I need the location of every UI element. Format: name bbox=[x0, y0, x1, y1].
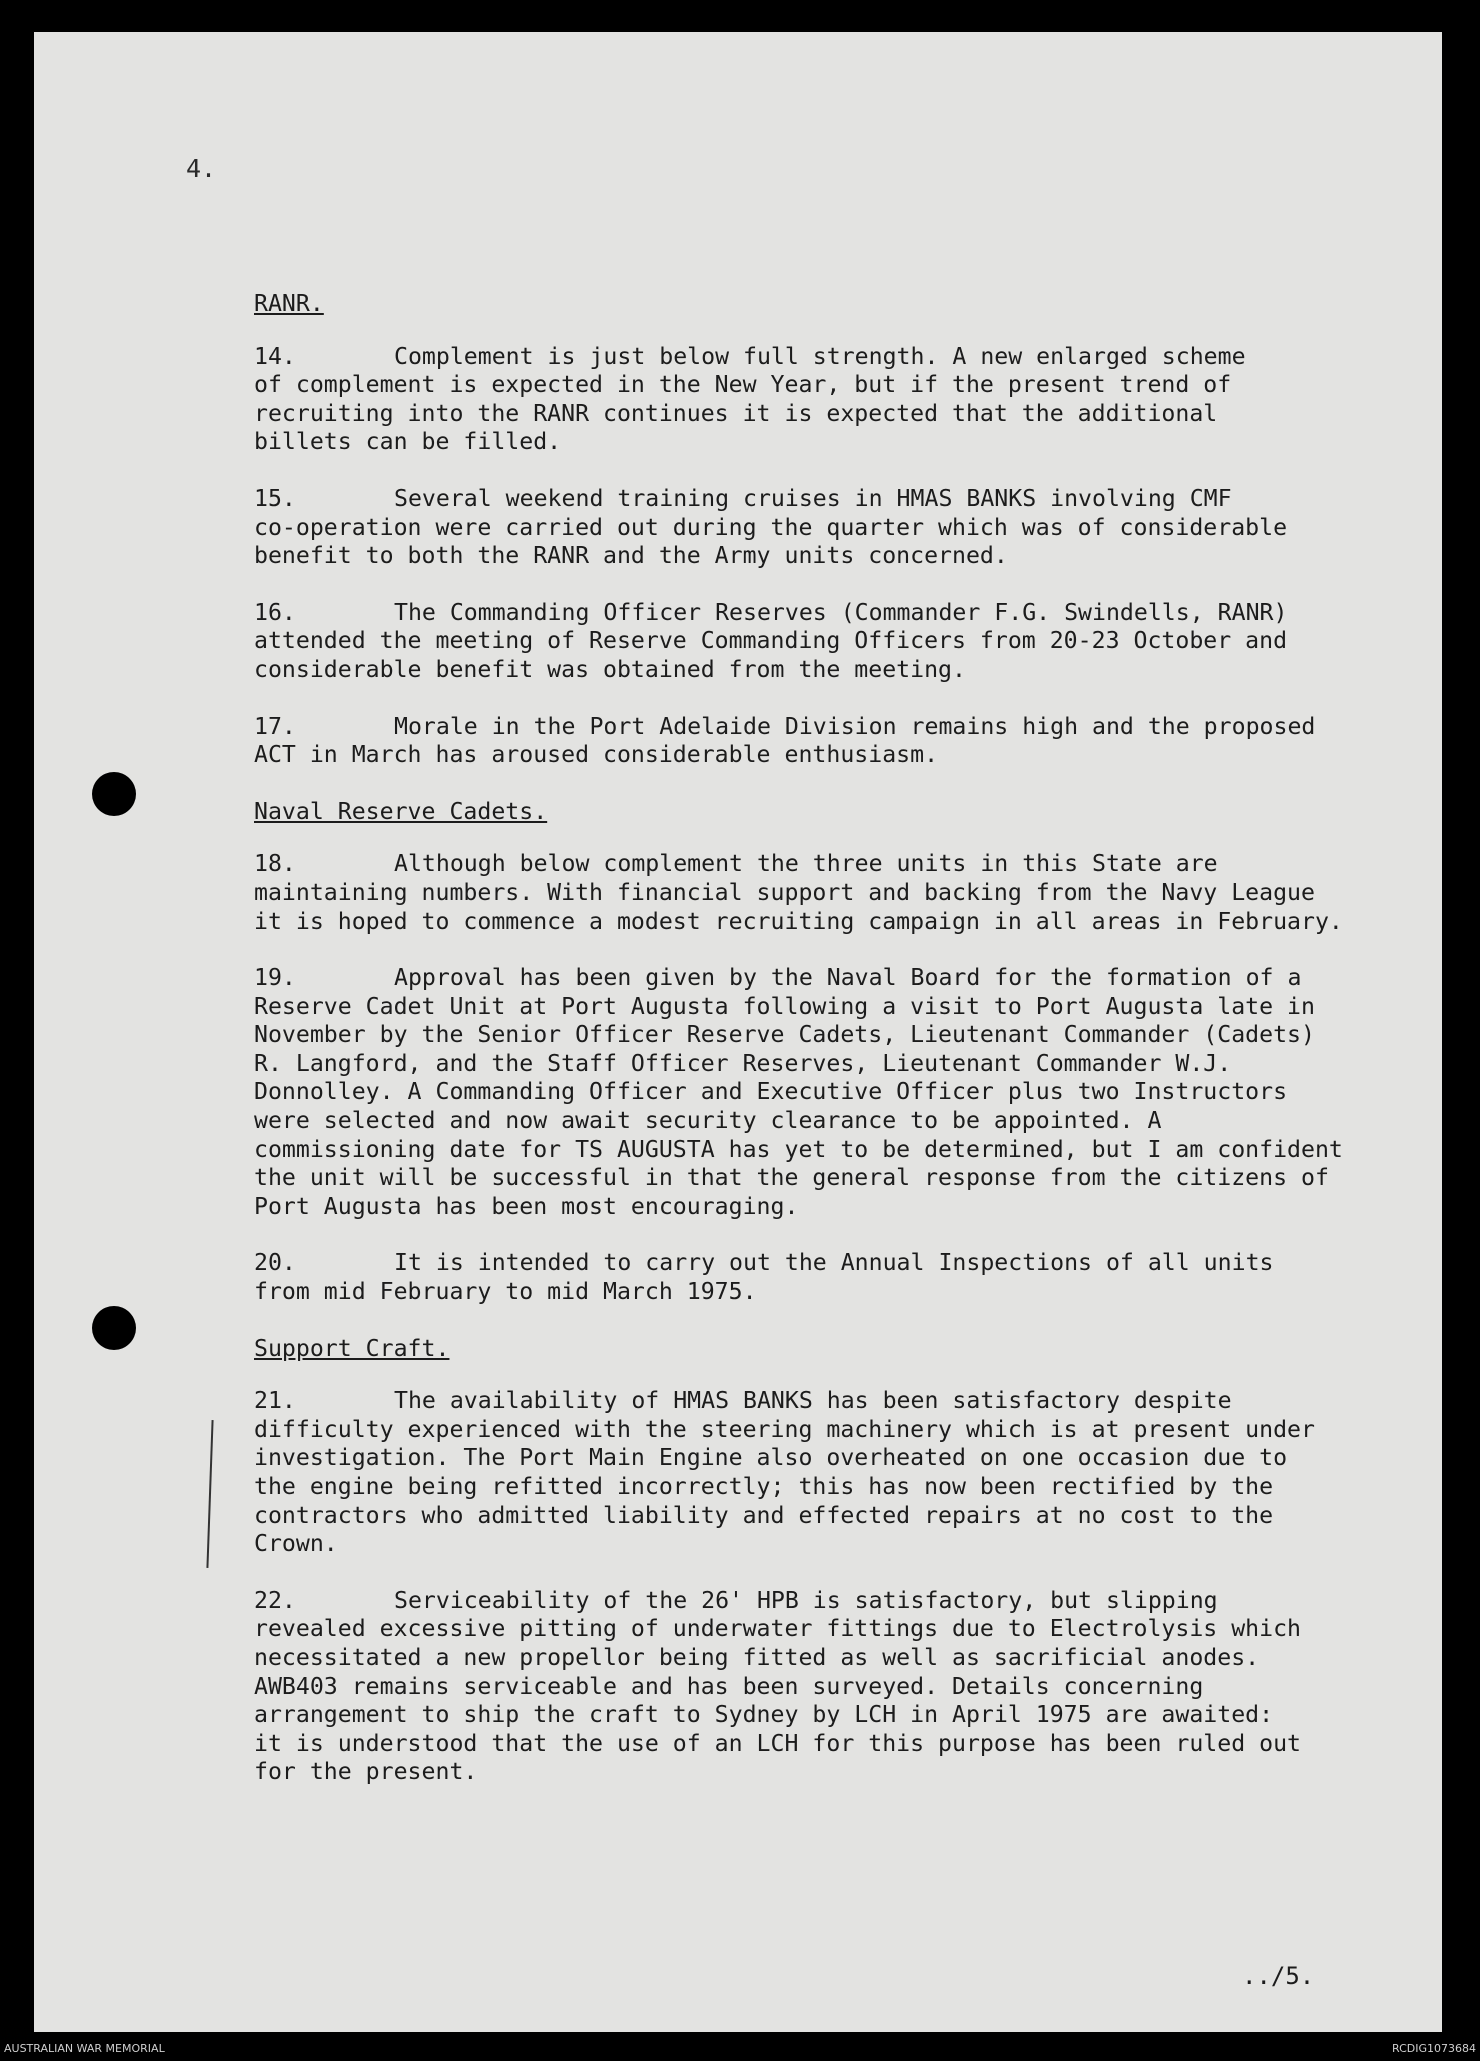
paragraph-line: AWB403 remains serviceable and has been surveyed. Details concerning bbox=[254, 1672, 1204, 1700]
paragraph bbox=[254, 485, 1410, 571]
paragraph-text: Complement is just below full strength. A new enlarged scheme bbox=[394, 342, 1246, 370]
paragraph bbox=[254, 713, 1410, 770]
paragraph-line: attended the meeting of Reserve Commanding Officers from 20-23 October and bbox=[254, 627, 1288, 655]
paragraph bbox=[254, 343, 1410, 457]
paragraph-line: Reserve Cadet Unit at Port Augusta following a visit to Port Augusta late in bbox=[254, 992, 1315, 1020]
paragraph-line: arrangement to ship the craft to Sydney by LCH in April 1975 are awaited: bbox=[254, 1701, 1274, 1729]
paragraph-line: billets can be filled. bbox=[254, 428, 562, 456]
footer-source: AUSTRALIAN WAR MEMORIAL bbox=[4, 2042, 165, 2055]
paragraph-line: investigation. The Port Main Engine also overheated on one occasion due to bbox=[254, 1444, 1288, 1472]
paragraph-line: ACT in March has aroused considerable enthusiasm. bbox=[254, 741, 939, 769]
paragraph-number: 16. bbox=[254, 598, 296, 626]
footer-record-id: RCDIG1073684 bbox=[1391, 2042, 1476, 2055]
paragraph-number: 19. bbox=[254, 964, 296, 992]
paragraph-line: November by the Senior Officer Reserve Cadets, Lieutenant Commander (Cadets) bbox=[254, 1021, 1315, 1049]
document-page bbox=[34, 32, 1442, 2032]
paragraph-line: co-operation were carried out during the quarter which was of considerable bbox=[254, 513, 1288, 541]
paragraph-number: 20. bbox=[254, 1249, 296, 1277]
paragraph-line: Port Augusta has been most encouraging. bbox=[254, 1192, 799, 1220]
paragraph bbox=[254, 1587, 1410, 1787]
document-body bbox=[254, 290, 1410, 1815]
paragraph-line: Donnolley. A Commanding Officer and Executive Officer plus two Instructors bbox=[254, 1078, 1288, 1106]
paragraph-number: 22. bbox=[254, 1586, 296, 1614]
paragraph-line: it is understood that the use of an LCH for this purpose has been ruled out bbox=[254, 1729, 1302, 1757]
paragraph-line bbox=[254, 485, 1410, 514]
paragraph-line bbox=[254, 713, 1410, 742]
paragraph-line bbox=[254, 599, 1410, 628]
continuation-marker: ../5. bbox=[1242, 1962, 1315, 1990]
paragraph-text: Morale in the Port Adelaide Division remains high and the proposed bbox=[394, 712, 1316, 740]
paragraph-line: the unit will be successful in that the general response from the citizens of bbox=[254, 1164, 1329, 1192]
paragraph-line: Crown. bbox=[254, 1530, 338, 1558]
paragraph-number: 17. bbox=[254, 712, 296, 740]
paragraph-line: considerable benefit was obtained from the meeting. bbox=[254, 655, 966, 683]
paragraph-line bbox=[254, 850, 1410, 879]
paragraph-line: recruiting into the RANR continues it is expected that the additional bbox=[254, 399, 1218, 427]
paragraph bbox=[254, 599, 1410, 685]
paragraph-number: 15. bbox=[254, 484, 296, 512]
section-heading: Naval Reserve Cadets. bbox=[254, 797, 548, 825]
paragraph-text: Although below complement the three units in this State are bbox=[394, 850, 1218, 878]
punch-hole bbox=[92, 772, 136, 816]
paragraph-number: 18. bbox=[254, 850, 296, 878]
paragraph-line bbox=[254, 1387, 1410, 1416]
paragraph-number: 21. bbox=[254, 1387, 296, 1415]
paragraph-line bbox=[254, 343, 1410, 372]
paragraph-line: the engine being refitted incorrectly; this has now been rectified by the bbox=[254, 1473, 1274, 1500]
paragraph-line: difficulty experienced with the steering machinery which is at present under bbox=[254, 1415, 1315, 1443]
paragraph-line: it is hoped to commence a modest recruiting campaign in all areas in February. bbox=[254, 907, 1343, 935]
paragraph bbox=[254, 1387, 1410, 1559]
paragraph-line: from mid February to mid March 1975. bbox=[254, 1278, 757, 1306]
page-number: 4. bbox=[186, 154, 217, 183]
paragraph-text: Several weekend training cruises in HMAS BANKS involving CMF bbox=[394, 484, 1232, 512]
paragraph-line: were selected and now await security clearance to be appointed. A bbox=[254, 1107, 1162, 1135]
paragraph-text: It is intended to carry out the Annual Inspections of all units bbox=[394, 1249, 1274, 1277]
paragraph-line: necessitated a new propellor being fitted as well as sacrificial anodes. bbox=[254, 1643, 1260, 1671]
section-heading: Support Craft. bbox=[254, 1334, 450, 1362]
paragraph-line bbox=[254, 1587, 1410, 1616]
paragraph bbox=[254, 850, 1410, 936]
paragraph-line bbox=[254, 1249, 1410, 1278]
paragraph-line: contractors who admitted liability and effected repairs at no cost to the bbox=[254, 1501, 1274, 1529]
paragraph-text: The Commanding Officer Reserves (Commander F.G. Swindells, RANR) bbox=[394, 598, 1288, 626]
archive-footer bbox=[0, 2033, 1480, 2061]
paragraph-text: The availability of HMAS BANKS has been satisfactory despite bbox=[394, 1387, 1232, 1415]
paragraph-number: 14. bbox=[254, 342, 296, 370]
paragraph-line: maintaining numbers. With financial support and backing from the Navy League bbox=[254, 878, 1315, 906]
paragraph-text: Approval has been given by the Naval Board for the formation of a bbox=[394, 964, 1302, 992]
section-heading: RANR. bbox=[254, 290, 324, 317]
paragraph bbox=[254, 964, 1410, 1221]
paragraph-line: commissioning date for TS AUGUSTA has yet to be determined, but I am confident bbox=[254, 1135, 1343, 1163]
paragraph-line: R. Langford, and the Staff Officer Reserves, Lieutenant Commander W.J. bbox=[254, 1049, 1232, 1077]
paragraph-line: benefit to both the RANR and the Army units concerned. bbox=[254, 542, 1008, 570]
paragraph-line: revealed excessive pitting of underwater fittings due to Electrolysis which bbox=[254, 1615, 1302, 1643]
punch-hole bbox=[92, 1306, 136, 1350]
paragraph-text: Serviceability of the 26' HPB is satisfactory, but slipping bbox=[394, 1586, 1218, 1614]
paragraph-line bbox=[254, 964, 1410, 993]
paragraph bbox=[254, 1249, 1410, 1306]
paragraph-line: of complement is expected in the New Year, but if the present trend of bbox=[254, 371, 1232, 399]
paragraph-line: for the present. bbox=[254, 1758, 478, 1786]
